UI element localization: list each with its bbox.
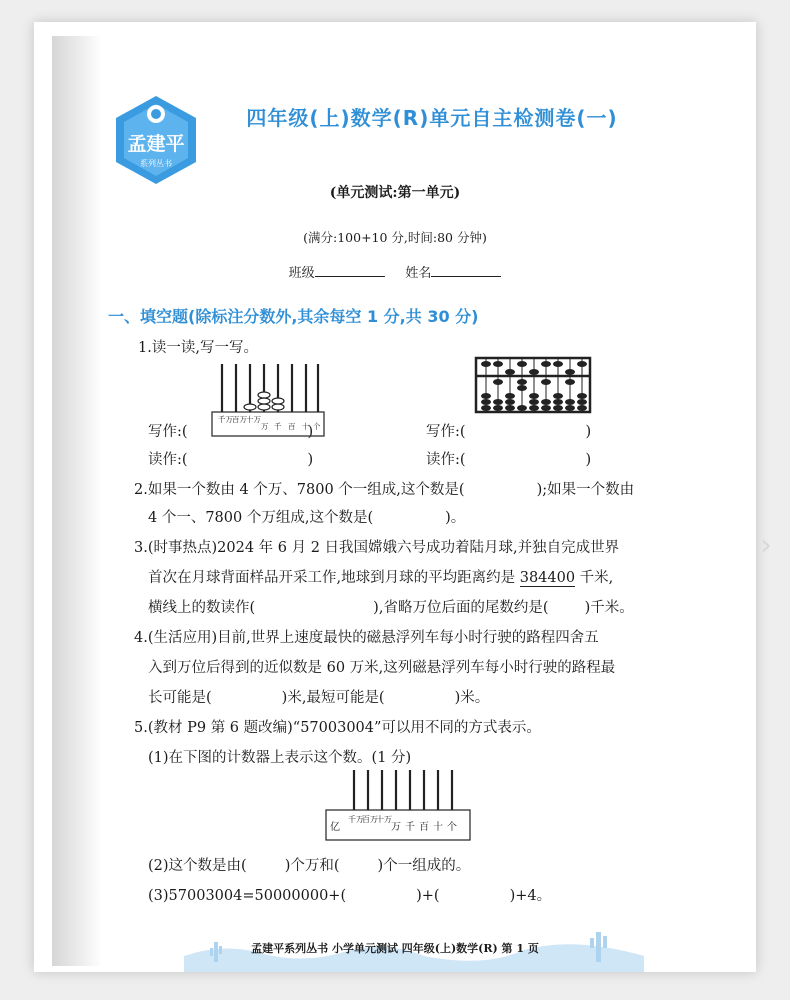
q3-line-1: 3.(时事热点)2024 年 6 月 2 日我国嫦娥六号成功着陆月球,并独自完成世界 bbox=[134, 540, 620, 556]
bead-abacus-figure bbox=[474, 356, 592, 414]
counter-label-baiwan: 百万 bbox=[362, 815, 378, 824]
q2-line-2: 4 个一、7800 个万组成,这个数是( )。 bbox=[148, 510, 466, 526]
abacus-label-qian: 千 bbox=[274, 422, 282, 431]
q5-line-1: 5.(教材 P9 第 6 题改编)“57003004”可以用不同的方式表示。 bbox=[134, 720, 541, 736]
counter-label-shiwan: 十万 bbox=[376, 815, 392, 824]
logo-brand-text: 孟建平 bbox=[127, 133, 185, 155]
distance-number: 384400 bbox=[519, 570, 576, 586]
q3-line-2: 首次在月球背面样品开采工作,地球到月球的平均距离约是 384400 千米, bbox=[148, 570, 614, 586]
q1-title: 1.读一读,写一写。 bbox=[138, 340, 258, 356]
q4-line-3: 长可能是( )米,最短可能是( )米。 bbox=[148, 690, 490, 706]
page-title: 四年级(上)数学(R)单元自主检测卷(一) bbox=[246, 106, 618, 130]
logo-sub-text: 系列丛书 bbox=[140, 159, 172, 168]
class-label: 班级 bbox=[288, 266, 315, 281]
q5-sub-3: (3)57003004=50000000+( )+( )+4。 bbox=[148, 888, 552, 904]
q3-line-3: 横线上的数读作( ),省略万位后面的尾数约是( )千米。 bbox=[148, 600, 634, 616]
q1-read-1[interactable]: 读作:( ) bbox=[148, 452, 314, 468]
test-paper-page bbox=[34, 22, 756, 972]
name-blank[interactable] bbox=[431, 264, 501, 277]
q5-counter-figure[interactable] bbox=[324, 766, 474, 844]
abacus-label-wan: 万 bbox=[261, 422, 269, 431]
q2-line-1: 2.如果一个数由 4 个万、7800 个一组成,这个数是( );如果一个数由 bbox=[134, 482, 635, 498]
counter-label-ge: 个 bbox=[447, 822, 457, 833]
book-spine-shadow bbox=[52, 36, 102, 966]
q4-line-2: 入到万位后得到的近似数是 60 万米,这列磁悬浮列车每小时行驶的路程最 bbox=[148, 660, 616, 676]
counter-label-wan: 万 bbox=[391, 822, 401, 833]
q5-sub-1: (1)在下图的计数器上表示这个数。(1 分) bbox=[148, 750, 412, 766]
page-footer: 孟建平系列丛书 小学单元测试 四年级(上)数学(R) 第 1 页 bbox=[251, 942, 539, 955]
q1-read-2[interactable]: 读作:( ) bbox=[426, 452, 592, 468]
q1-write-1[interactable]: 写作:( ) bbox=[148, 424, 314, 440]
class-blank[interactable] bbox=[315, 264, 385, 277]
abacus-label-shi: 十 bbox=[302, 422, 310, 431]
publisher-logo bbox=[108, 92, 204, 188]
abacus-label-bai: 百 bbox=[288, 422, 296, 431]
score-time-info: (满分:100+10 分,时间:80 分钟) bbox=[303, 230, 487, 245]
abacus-label-baiwan: 百万 bbox=[232, 415, 247, 424]
counter-label-qian: 千 bbox=[405, 822, 415, 833]
name-label: 姓名 bbox=[405, 266, 432, 281]
abacus-label-shiwan: 十万 bbox=[246, 415, 261, 424]
student-info-fields bbox=[34, 262, 756, 281]
counter-label-shi: 十 bbox=[433, 822, 443, 833]
abacus-label-ge: 个 bbox=[313, 422, 321, 431]
unit-subtitle: (单元测试:第一单元) bbox=[329, 185, 461, 201]
abacus-label-qianwan-top: 千万 bbox=[218, 415, 233, 424]
section-heading: 一、填空题(除标注分数外,其余每空 1 分,共 30 分) bbox=[108, 307, 479, 326]
counter-label-yi: 亿 bbox=[330, 822, 340, 833]
next-page-chevron-icon[interactable]: › bbox=[760, 528, 772, 563]
q1-write-2[interactable]: 写作:( ) bbox=[426, 424, 592, 440]
q5-sub-2: (2)这个数是由( )个万和( )个一组成的。 bbox=[148, 858, 471, 874]
q4-line-1: 4.(生活应用)目前,世界上速度最快的磁悬浮列车每小时行驶的路程四舍五 bbox=[134, 630, 599, 646]
counter-label-qianwan: 千万 bbox=[348, 815, 364, 824]
counter-label-bai: 百 bbox=[419, 822, 429, 833]
